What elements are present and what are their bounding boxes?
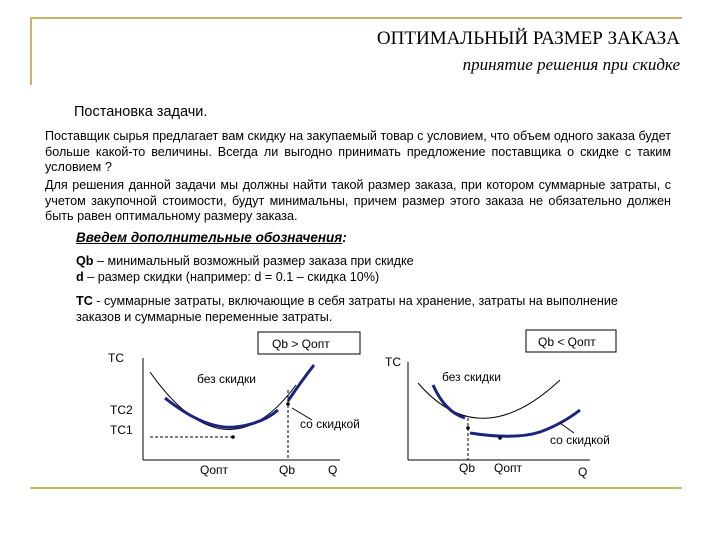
condition-right: Qb < Qопт — [538, 335, 596, 349]
graph-right — [385, 330, 616, 479]
tick-qb-left: Qb — [279, 463, 296, 477]
point-qb-right — [466, 426, 470, 430]
definition-text: - суммарные затраты, включающие в себя затраты на хранение, затраты на выполнение заказов и суммарные переменные затраты. — [76, 294, 618, 324]
graph-left — [108, 332, 360, 477]
task-paragraph-2: Для решения данной задачи мы должны найти такой размер заказа, при котором суммарные затраты, с учетом закупочной стоимости, будут минимальны, причем размер этого заказа не обязательно должен быть равен оптимальному размеру заказа. — [45, 178, 671, 223]
slide-subtitle: принятие решения при скидке — [462, 55, 680, 74]
curve-discount-left — [288, 365, 314, 401]
notation-intro-text: Введем дополнительные обозначения — [76, 230, 343, 245]
label-discount-left: со скидкой — [300, 417, 360, 431]
label-pointer-right — [560, 423, 574, 433]
label-no-discount-right: без скидки — [442, 370, 501, 384]
slide-title: ОПТИМАЛЬНЫЙ РАЗМЕР ЗАКАЗА — [376, 28, 680, 49]
tick-qopt-left: Qопт — [200, 463, 229, 477]
definition-text: – минимальный возможный размер заказа при скидке — [93, 254, 414, 268]
y-axis-label-left: TC — [108, 351, 124, 365]
y-axis-label-right: TC — [385, 355, 401, 369]
definition-symbol: TC — [76, 294, 93, 308]
x-axis-label-right: Q — [578, 465, 588, 479]
task-heading: Постановка задачи. — [74, 104, 208, 120]
tick-tc2: TC2 — [110, 403, 133, 417]
definition-symbol: Qb — [76, 254, 94, 268]
tick-qopt-right: Qопт — [494, 461, 523, 475]
definition-symbol: d — [76, 270, 84, 284]
point-qb-left — [286, 402, 290, 406]
label-discount-right: со скидкой — [550, 433, 610, 447]
tick-qb-right: Qb — [459, 461, 476, 475]
x-axis-label-left: Q — [328, 463, 338, 477]
condition-left: Qb > Qопт — [272, 337, 330, 351]
label-no-discount-left: без скидки — [197, 372, 256, 386]
curve-no-discount-left — [165, 398, 278, 427]
tick-tc1: TC1 — [110, 423, 133, 437]
point-qopt-right — [498, 436, 502, 440]
definition-text: – размер скидки (например: d = 0.1 – скидка 10%) — [83, 270, 380, 284]
notation-intro-colon: : — [342, 230, 347, 245]
point-qopt-left — [231, 435, 235, 439]
task-paragraph-1: Поставщик сырья предлагает вам скидку на закупаемый товар с условием, что объем одного заказа будет больше какой-то величины. Всегда ли выгодно принимать предложение поставщика о скидке с таким условием ? — [45, 129, 671, 174]
